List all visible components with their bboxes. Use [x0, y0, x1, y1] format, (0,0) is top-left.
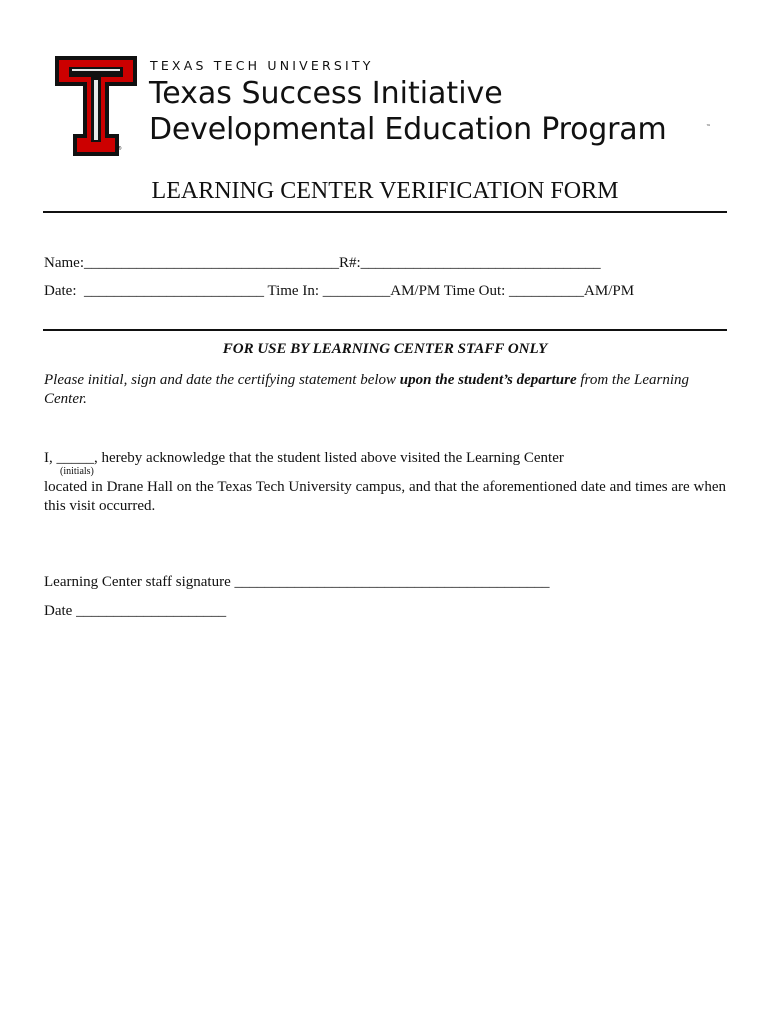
initials-label: (initials): [60, 466, 94, 477]
instructions-bold: upon the student’s departure: [399, 372, 577, 388]
title-rule: [43, 211, 727, 213]
staff-only-heading: FOR USE BY LEARNING CENTER STAFF ONLY: [222, 341, 548, 357]
acknowledgement-first-line[interactable]: I, _____, hereby acknowledge that the student listed above visited the Learning Center: [44, 450, 564, 466]
staff-date-field[interactable]: Date ____________________: [44, 603, 227, 619]
instructions-part1: Please initial, sign and date the certifying statement below: [44, 372, 400, 388]
acknowledgement-text: located in Drane Hall on the Texas Tech University campus, and that the aforementioned date and times are when this visit occurred.: [44, 479, 726, 514]
program-title-line2: Developmental Education Program: [149, 112, 667, 147]
staff-signature-field[interactable]: Learning Center staff signature __________________________________________: [44, 574, 550, 590]
university-name: TEXAS TECH UNIVERSITY: [150, 58, 374, 73]
name-r-number-field[interactable]: Name:__________________________________R#:________________________________: [44, 255, 601, 271]
staff-instructions: [44, 371, 724, 409]
texas-tech-double-t-logo: [55, 56, 137, 156]
instructions-part2: from the Learning Center.: [44, 372, 689, 407]
section-rule: [43, 329, 727, 331]
program-title-line1: Texas Success Initiative: [149, 76, 503, 111]
trademark-mark: ™: [706, 124, 711, 130]
registered-mark: ®: [117, 146, 122, 152]
form-title: LEARNING CENTER VERIFICATION FORM: [151, 178, 619, 204]
date-time-field[interactable]: Date: ________________________ Time In: _________AM/PM Time Out: __________AM/PM: [44, 283, 635, 299]
